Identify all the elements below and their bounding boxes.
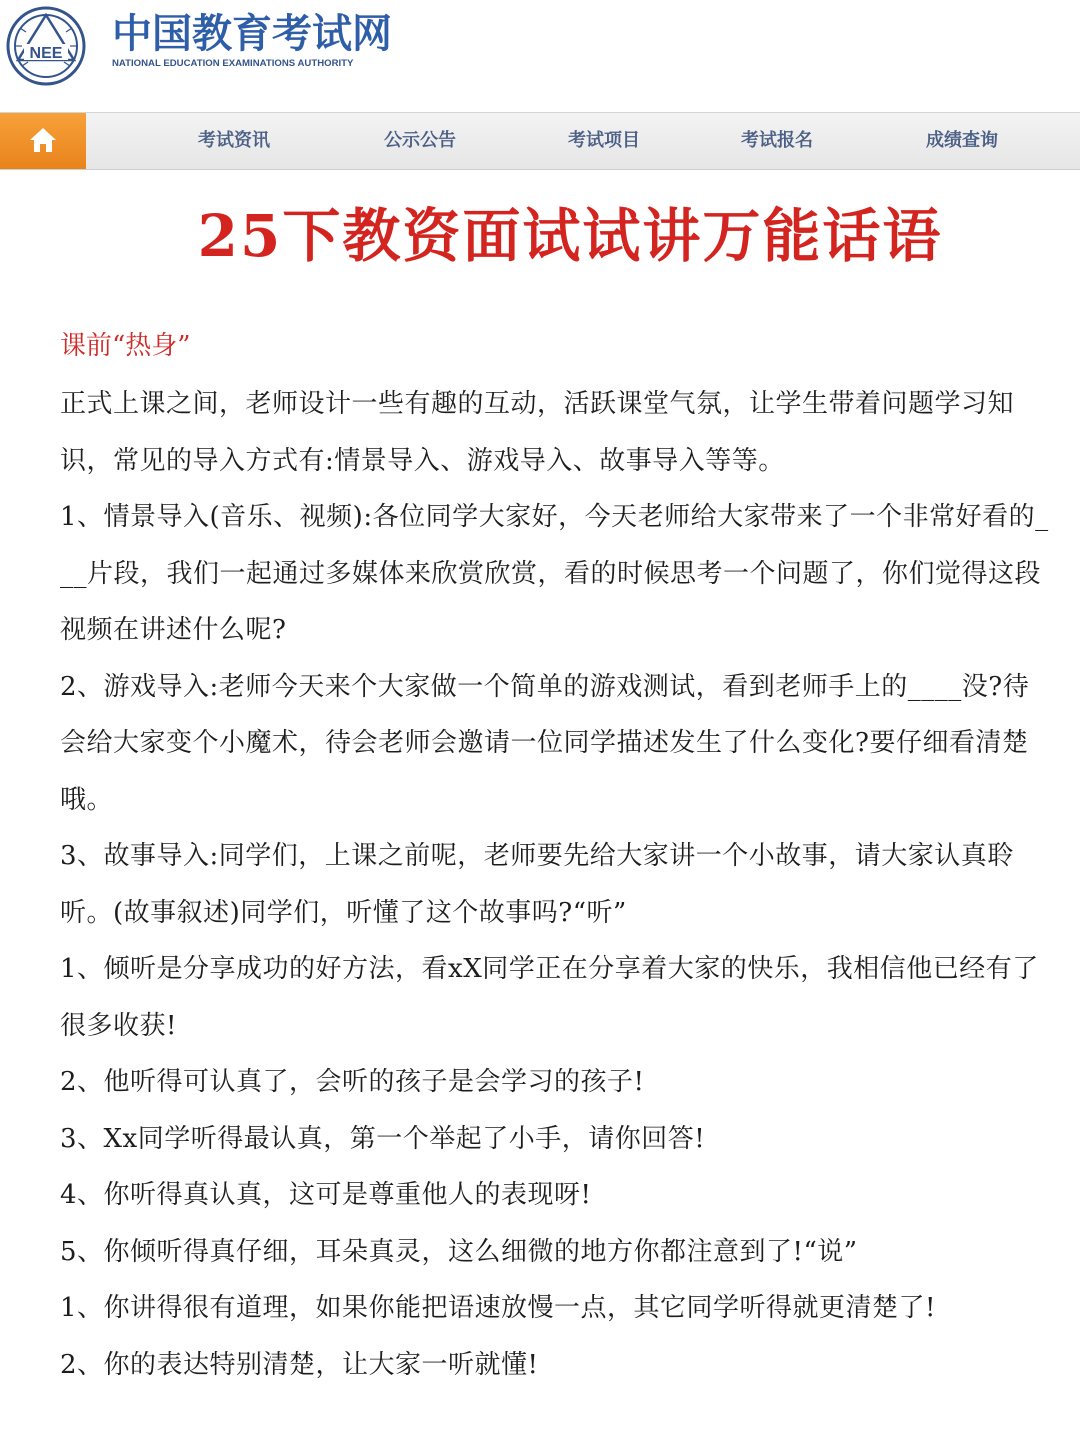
list-item: 3、Xx同学听得最认真，第一个举起了小手，请你回答! bbox=[60, 1123, 706, 1154]
main-nav bbox=[0, 112, 1080, 170]
home-button[interactable] bbox=[0, 113, 86, 169]
list-item: 2、你的表达特别清楚，让大家一听就懂! bbox=[60, 1349, 539, 1380]
list-item: 1、情景导入(音乐、视频):各位同学大家好，今天老师给大家带来了一个非常好看的___片段，我们一起通过多媒体来欣赏欣赏，看的时候思考一个问题了，你们觉得这段视频在讲述什么呢? bbox=[60, 502, 1049, 645]
list-item: 3、故事导入:同学们，上课之前呢，老师要先给大家讲一个小故事，请大家认真聆听。(故事叙述)同学们，听懂了这个故事吗?“听” bbox=[60, 841, 1014, 928]
list-item: 1、你讲得很有道理，如果你能把语速放慢一点，其它同学听得就更清楚了! bbox=[60, 1293, 936, 1323]
site-logo-subtitle: NATIONAL EDUCATION EXAMINATIONS AUTHORITY bbox=[112, 58, 354, 69]
nav-item-exam-news[interactable]: 考试资讯 bbox=[198, 130, 270, 151]
site-header bbox=[0, 0, 1080, 110]
section-heading: 课前“热身” bbox=[60, 331, 191, 361]
nav-item-exam-projects[interactable]: 考试项目 bbox=[568, 130, 640, 151]
site-logo-title[interactable]: 中国教育考试网 bbox=[112, 11, 392, 57]
list-item: 2、他听得可认真了，会听的孩子是会学习的孩子! bbox=[60, 1067, 645, 1097]
nav-item-score-query[interactable]: 成绩查询 bbox=[926, 130, 998, 151]
emblem-text: NEE bbox=[29, 45, 63, 62]
nav-item-registration[interactable]: 考试报名 bbox=[741, 130, 813, 151]
list-item: 1、倾听是分享成功的好方法，看xX同学正在分享着大家的快乐，我相信他已经有了很多收获! bbox=[60, 954, 1039, 1041]
list-item: 2、游戏导入:老师今天来个大家做一个简单的游戏测试，看到老师手上的____没?待会给大家变个小魔术，待会老师会邀请一位同学描述发生了什么变化?要仔细看清楚哦。 bbox=[60, 671, 1030, 815]
nee-emblem-icon[interactable] bbox=[6, 6, 86, 86]
list-item: 5、你倾听得真仔细，耳朵真灵，这么细微的地方你都注意到了!“说” bbox=[60, 1236, 858, 1267]
intro-paragraph: 正式上课之间，老师设计一些有趣的互动，活跃课堂气氛，让学生带着问题学习知识，常见的导入方式有:情景导入、游戏导入、故事导入等等。 bbox=[60, 389, 1015, 476]
list-item: 4、你听得真认真，这可是尊重他人的表现呀! bbox=[60, 1180, 592, 1210]
home-icon bbox=[28, 126, 58, 154]
page-title: 25下教资面试试讲万能话语 bbox=[197, 202, 943, 270]
nav-item-announcements[interactable]: 公示公告 bbox=[384, 130, 456, 151]
article-body bbox=[60, 376, 1050, 1393]
